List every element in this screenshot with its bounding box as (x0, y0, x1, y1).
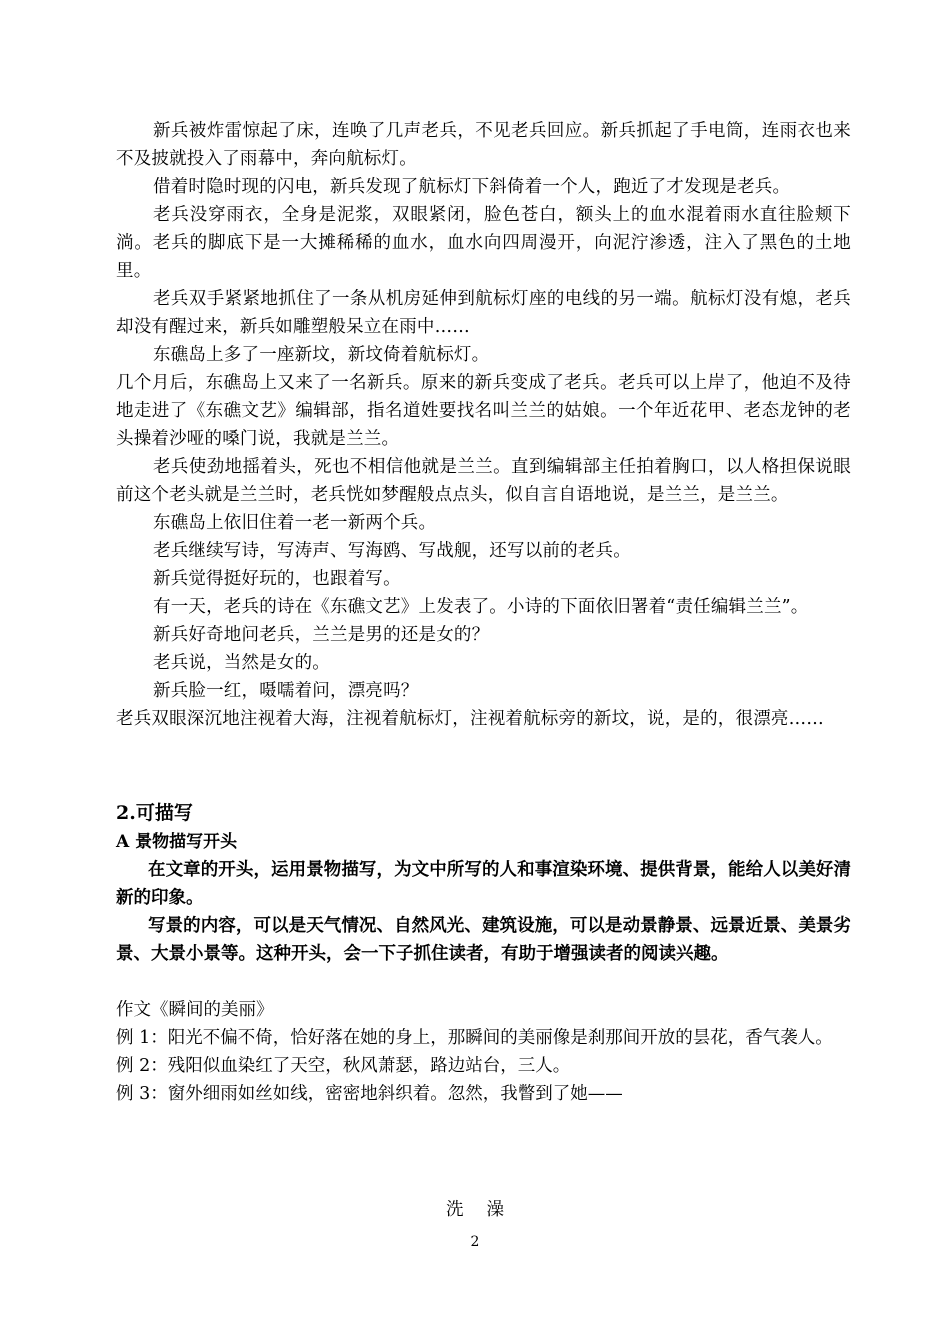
story-paragraph: 老兵使劲地摇着头，死也不相信他就是兰兰。直到编辑部主任拍着胸口，以人格担保说眼前这个老头就是兰兰时，老兵恍如梦醒般点点头，似自言自语地说，是兰兰，是兰兰。 (116, 457, 851, 505)
story-paragraph: 老兵双手紧紧地抓住了一条从机房延伸到航标灯座的电线的另一端。航标灯没有熄，老兵却没有醒过来，新兵如雕塑般呆立在雨中…… (116, 289, 851, 337)
story-paragraph: 新兵脸一红，嗫嚅着问，漂亮吗？ (153, 681, 419, 701)
method-paragraph: 在文章的开头，运用景物描写，为文中所写的人和事渲染环境、提供背景，能给人以美好清新的印象。 (116, 860, 851, 908)
story-paragraph: 有一天，老兵的诗在《东礁文艺》上发表了。小诗的下面依旧署着“责任编辑兰兰”。 (153, 597, 809, 617)
method-description (116, 856, 851, 968)
story-paragraph: 新兵觉得挺好玩的，也跟着写。 (153, 569, 401, 589)
essay-title: 作文《瞬间的美丽》 (116, 1000, 274, 1020)
examples-block (116, 996, 851, 1108)
story-text (116, 117, 851, 733)
story-paragraph: 借着时隐时现的闪电，新兵发现了航标灯下斜倚着一个人，跑近了才发现是老兵。 (153, 177, 791, 197)
section-heading: 2.可描写 (116, 802, 193, 824)
page-number: 2 (470, 1234, 480, 1250)
story-paragraph: 东礁岛上依旧住着一老一新两个兵。 (153, 513, 437, 533)
story-paragraph: 新兵好奇地问老兵，兰兰是男的还是女的？ (153, 625, 490, 645)
next-story-title: 洗 澡 (445, 1200, 505, 1220)
example-item: 例 1：阳光不偏不倚，恰好落在她的身上，那瞬间的美丽像是刹那间开放的昙花，香气袭人。 (116, 1028, 833, 1048)
story-paragraph: 老兵没穿雨衣，全身是泥浆，双眼紧闭，脸色苍白，额头上的血水混着雨水直往脸颊下淌。老兵的脚底下是一大摊稀稀的血水，血水向四周漫开，向泥泞渗透，注入了黑色的土地里。 (116, 205, 851, 281)
story-paragraph: 老兵继续写诗，写涛声、写海鸥、写战舰，还写以前的老兵。 (153, 541, 631, 561)
story-paragraph: 东礁岛上多了一座新坟，新坟倚着航标灯。 (153, 345, 490, 365)
story-paragraph: 几个月后，东礁岛上又来了一名新兵。原来的新兵变成了老兵。老兵可以上岸了，他迫不及待地走进了《东礁文艺》编辑部，指名道姓要找名叫兰兰的姑娘。一个年近花甲、老态龙钟的老头操着沙哑的嗓门说，我就是兰兰。 (116, 373, 851, 449)
method-paragraph: 写景的内容，可以是天气情况、自然风光、建筑设施，可以是动景静景、远景近景、美景劣景、大景小景等。这种开头，会一下子抓住读者，有助于增强读者的阅读兴趣。 (116, 916, 851, 964)
section-subheading: A 景物描写开头 (116, 832, 238, 852)
story-paragraph: 新兵被炸雷惊起了床，连唤了几声老兵，不见老兵回应。新兵抓起了手电筒，连雨衣也来不及披就投入了雨幕中，奔向航标灯。 (116, 121, 851, 169)
story-paragraph: 老兵说，当然是女的。 (153, 653, 330, 673)
example-item: 例 2：残阳似血染红了天空，秋风萧瑟，路边站台，三人。 (116, 1056, 571, 1076)
example-item: 例 3：窗外细雨如丝如线，密密地斜织着。忽然，我瞥到了她—— (116, 1084, 623, 1104)
story-paragraph: 老兵双眼深沉地注视着大海，注视着航标灯，注视着航标旁的新坟，说，是的，很漂亮…… (116, 709, 824, 729)
